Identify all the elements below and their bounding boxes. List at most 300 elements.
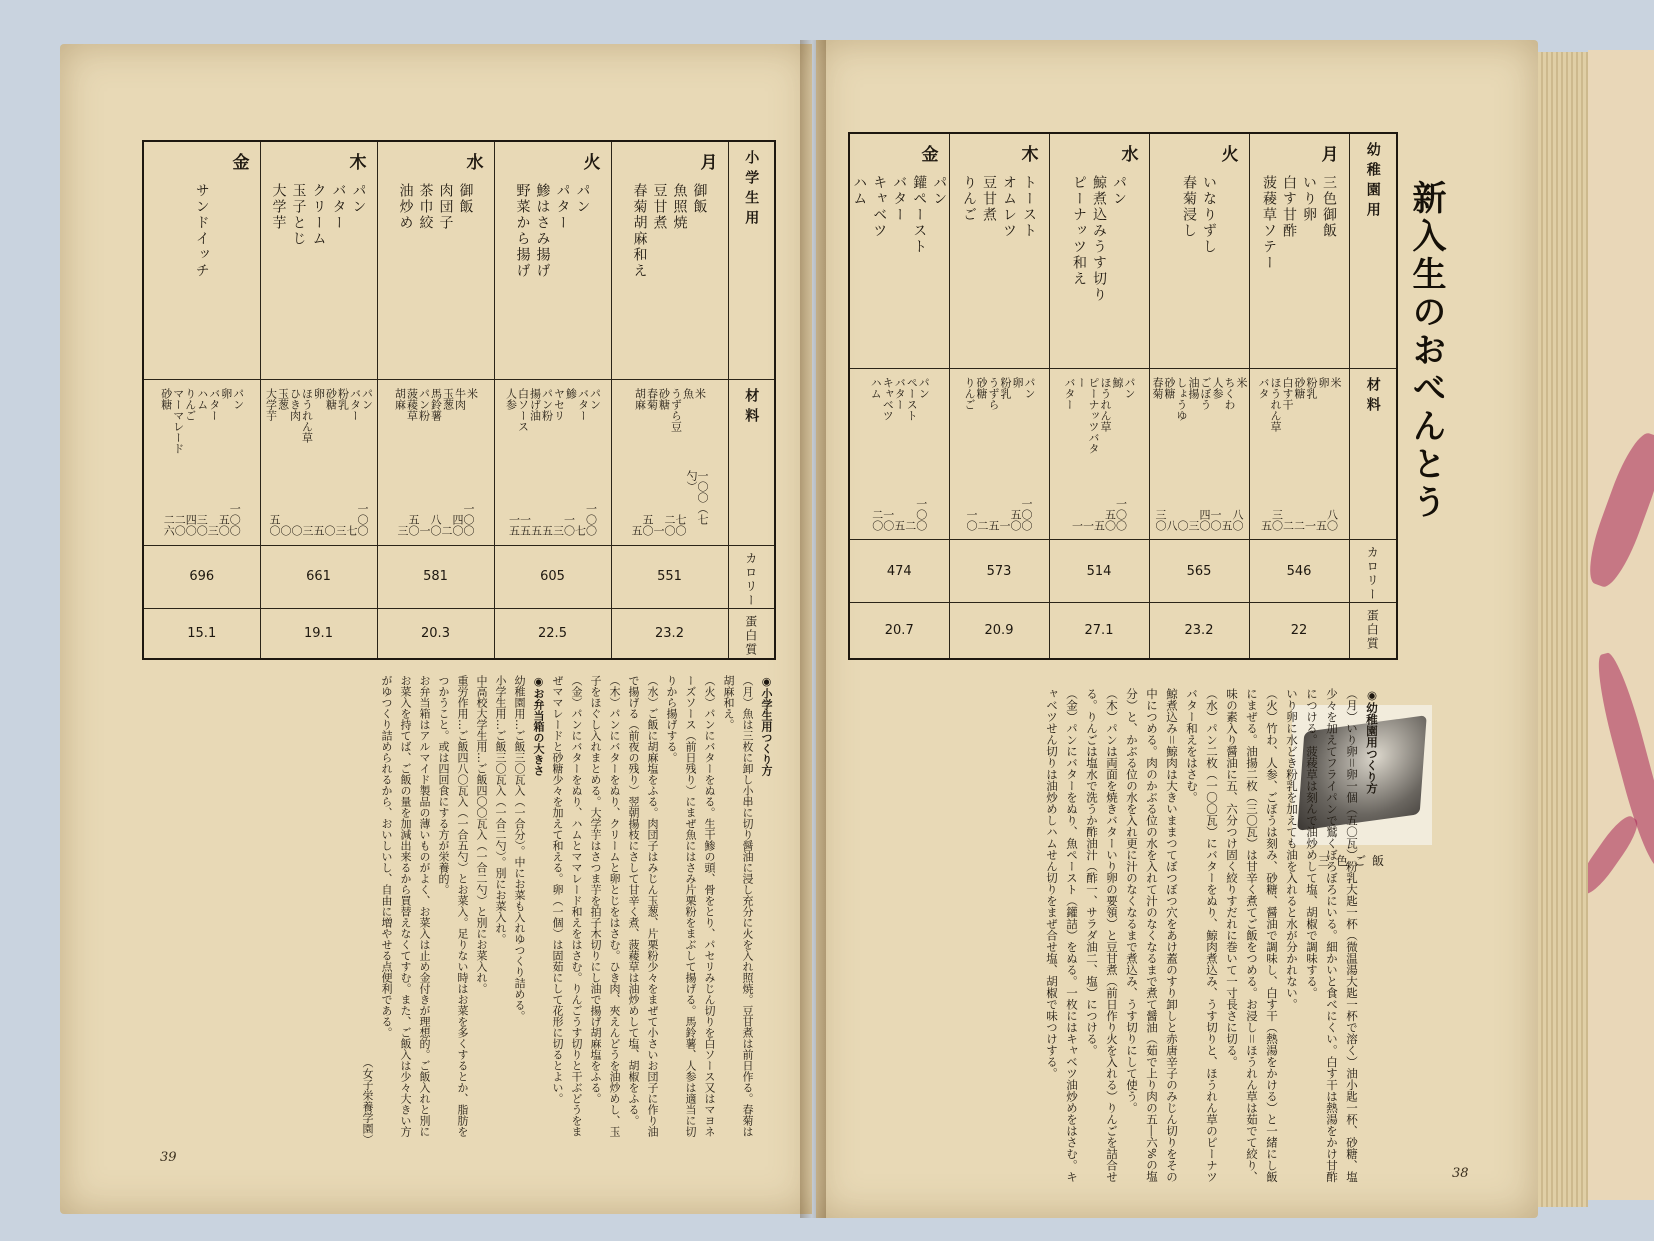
dish-item: パン [574,183,591,215]
quantity-item: 四〇 [451,513,464,536]
material-item: ひき肉 [288,387,302,421]
material-item: 粉乳 [336,387,350,410]
day-label: 金 [921,145,939,165]
page-edges [1538,52,1588,1207]
recipe-heading: ◉小学生用つくり方 [760,675,773,776]
table-header: 幼稚園用 [1364,142,1381,222]
quantity-item: 三〇 [195,513,209,536]
dish-item: パン [931,175,948,207]
material-item: ほうれん草 [300,387,314,443]
quantity-item: 二 [903,519,917,531]
quantity-item: 一 [1303,519,1317,531]
quantity-list [612,470,728,544]
dish-list [1250,165,1349,367]
quantity-item: 五 [892,519,906,531]
quantity-item: 一〇〇 [1020,497,1033,531]
dish-item: クリーム [310,183,327,247]
material-item: 砂糖 [1293,376,1306,399]
credit: （女子栄養学園） [361,1057,374,1145]
box-size-paragraph: 重労作用…ご飯四八〇瓦入（一合五勺）とお菜入。足りない時はお菜を多くするとか、脂肪をつかうこと。或は四回食にする方が栄養的。 [437,675,469,1137]
material-list [261,380,377,470]
quantity-item: 四〇 [1198,508,1211,531]
protein-value: 23.2 [611,609,728,659]
dish-item: 菠薐草ソテー [1261,175,1277,271]
dish-item: 御飯 [691,183,708,215]
dish-list [850,165,949,367]
quantity-item: 二〇 [870,508,884,531]
calorie-value: 514 [1049,540,1149,603]
quantity-item: 二 [1292,519,1306,531]
quantity-item: 三 [334,524,347,536]
quantity-item: 七 [573,524,587,536]
calorie-value: 565 [1149,540,1249,603]
calorie-value: 573 [949,540,1049,603]
material-list [850,369,949,463]
day-label: 火 [583,153,601,173]
material-item: ピーナッツバター [1075,376,1100,454]
dish-item: パン [1111,175,1127,207]
box-size-paragraph: お弁当箱はアルマイド製品の薄いものがよく、お菜入は止め金付きが理想的。ご飯入れと別にお菜入を持てば、ご飯の量を加減出来るから買替えなくてすむ。また、ご飯入は少々大きい方がゆつくり詰められるから、おいしいし、自由に増やせる点便利である。 [380,675,431,1137]
recipe-paragraph: （月）魚は三枚に卸し小串に切り醤油に浸し充分に火を入れ照焼。豆甘煮は前日作る。春菊は胡麻和え。 [722,675,754,1137]
material-item: バタ [1257,376,1270,399]
day-cell [1049,133,1149,368]
day-cell [611,141,728,379]
material-list [950,369,1049,463]
day-label: 水 [1121,145,1139,165]
protein-value: 23.2 [1149,603,1249,659]
material-item: 揚げ油 [528,387,542,421]
dish-list [378,173,494,377]
materials-cell [494,379,611,545]
material-item: 砂糖 [1163,376,1176,399]
day-label: 木 [1021,145,1039,165]
material-item: 魚 [681,387,695,399]
material-item: キャベツ [881,376,895,421]
recipe-paragraph: （木）パンにバターをぬり、クリームと卵とじをはさむ。ひき肉、夾えんどうを油炒めし、玉子をほぐし入れまとめる。大学芋はさつま芋を拍子木切りにし油で揚げ胡麻塩をふる。 [589,675,621,1137]
dish-item: バター [891,175,908,223]
table-header: 小学生用 [743,150,760,230]
material-item: 春菊 [645,387,659,410]
day-cell [143,141,260,379]
material-item: 米 [465,387,479,399]
recipe-paragraph: いり卵に水どき粉乳を加えても油を入れると水が分かれない。 [1285,688,1299,1010]
quantity-item: 一〇〇（七勺） [685,469,709,525]
protein-label: 蛋白質 [1365,609,1380,652]
dish-item: オムレツ [1001,175,1017,239]
materials-cell [260,379,377,545]
dish-item: 三色御飯 [1321,175,1337,239]
kindergarten-recipe-text [1042,688,1382,1183]
material-item: 鯵 [564,387,578,399]
materials-cell [1249,368,1349,539]
material-item: 人参 [504,387,518,410]
material-item: パン [1123,376,1136,399]
material-item: パン [231,387,245,410]
material-item: 牛肉 [453,387,467,410]
material-item: しょうゆ [1175,376,1188,421]
dish-item: 茶巾絞 [417,183,434,231]
day-cell [849,133,949,368]
quantity-item: 二〇 [173,513,187,536]
dish-item: 油炒め [397,183,414,231]
quantity-item: 五〇 [217,513,231,536]
dish-item: キャベツ [871,175,888,239]
protein-value: 20.7 [849,603,949,659]
dish-item: ハム [851,175,868,207]
quantity-item: 五 [1259,519,1273,531]
calorie-label-cell [1349,540,1397,603]
dish-list [144,173,260,377]
dish-item: バター [330,183,347,231]
material-item: パン粉 [540,387,554,421]
protein-label-cell [728,609,775,659]
dish-item: 春菊胡麻和え [631,183,648,279]
material-item: 砂糖 [324,387,338,410]
dish-item: 春菊浸し [1181,175,1197,239]
book-gutter [800,40,826,1218]
day-label: 金 [232,153,250,173]
quantity-item: 三〇 [1154,508,1167,531]
material-item: バター [207,387,221,421]
material-item: パン粉 [417,387,431,421]
material-item: 米 [693,387,707,399]
calorie-value: 605 [494,545,611,608]
quantity-item: 五 [1314,519,1328,531]
page-number-left: 39 [160,1150,177,1165]
page-title: 新入生のおべんとう [1406,180,1446,522]
material-item: 玉葱 [441,387,455,410]
next-page-edge [1588,50,1654,1200]
quantity-item: 一〇 [881,508,895,531]
dish-item: ピーナッツ和え [1071,175,1087,287]
dish-item: 玉子とじ [290,183,307,247]
material-list [495,380,611,470]
quantity-list [495,470,611,544]
quantity-item: 五〇 [407,513,420,536]
materials-label-cell [728,379,775,545]
day-label: 月 [700,153,718,173]
calorie-value: 546 [1249,540,1349,603]
material-item: 胡麻 [393,387,407,410]
dish-item: 魚照焼 [671,183,688,231]
dish-item: 鯵はさみ揚げ [534,183,551,279]
quantity-list [1050,462,1149,539]
quantity-item: 八〇 [1231,508,1244,531]
page-number-right: 38 [1452,1166,1469,1181]
dish-item: いなりずし [1201,175,1217,255]
elementary-recipe-text [358,675,776,1145]
dish-item: りんご [961,175,977,223]
materials-cell [611,379,728,545]
recipe-paragraph: （水）パン二枚（一〇〇瓦）にバターをぬり、鯨肉煮込み、うす切りと、ほうれん草のピーナツバター和えをはさむ。 [1185,688,1219,1183]
recipe-paragraph: （火）パンにバターをぬる。生干鯵の頭、骨をとり、パセリみじん切りを白ソース又はマヨネーズソース（前日残り）にまぜ魚にはさみ片栗粉をまぶして揚げる。馬鈴薯、人参は適当に切りから揚げする。 [665,675,716,1137]
material-item: バター [348,387,362,421]
material-item: 大学芋 [264,387,278,421]
recipe-paragraph: （水）ご飯に胡麻塩をふる。肉団子はみじん玉葱、片栗粉少々をまぜて小さいお団子に作り油で揚げる（前夜の残り）翌朝揚枝にさして甘辛く煮、菠薐草は油炒めして塩、胡椒をふる。 [627,675,659,1137]
material-item: ハム [869,376,883,399]
calorie-label-cell [728,545,775,608]
quantity-list [1250,462,1349,539]
quantity-item: 二 [976,519,989,531]
material-item: パン [588,387,602,410]
day-label: 火 [1221,145,1239,165]
dish-item: いり卵 [1301,175,1317,223]
day-label: 水 [466,153,484,173]
material-item: 卵 [312,387,326,399]
quantity-item: 二〇 [663,513,676,536]
material-item: 菠薐草 [405,387,419,421]
quantity-item: 五 [1220,519,1233,531]
material-item: 玉葱 [276,387,290,410]
material-item: ほうれん草 [1269,376,1282,432]
dish-list [1150,165,1249,367]
calorie-label: カロリー [1365,546,1380,603]
quantity-item: 五 [987,519,1000,531]
quantity-item: 一五 [507,513,521,536]
calorie-label: カロリー [743,551,758,608]
quantity-item: 一〇〇 [462,502,475,536]
material-item: 砂糖 [975,376,988,399]
recipe-paragraph: （月）いり卵＝卵一個（五〇瓦）粉乳大匙一杯（微温湯大匙一杯で溶く）油小匙一杯、砂糖、塩少々を加えてフライパンで鷲くぼろぼろにいる。細かいと食べにくい。白す干は熱湯をかけ甘酢につける。菠薐草は刻んで油炒めして塩、胡椒で調味する。 [1305,688,1359,1183]
material-item: 米 [1329,376,1342,388]
quantity-item: 一〇 [1209,508,1222,531]
quantity-item: 五 [540,524,554,536]
dish-list [950,165,1049,367]
quantity-item: 一〇〇 [228,502,242,536]
calorie-value: 696 [143,545,260,608]
quantity-item: 三 [301,524,314,536]
quantity-list [1150,462,1249,539]
protein-value: 20.9 [949,603,1049,659]
materials-cell [1149,368,1249,539]
material-item: うずら豆 [669,387,683,432]
materials-cell [377,379,494,545]
material-item: 鯨 [1111,376,1124,388]
protein-value: 20.3 [377,609,494,659]
quantity-item: 五〇 [1009,508,1022,531]
day-label: 木 [349,153,367,173]
material-list [378,380,494,470]
material-item: りんご [183,387,197,421]
quantity-item: 三 [206,524,220,536]
day-cell [949,133,1049,368]
material-item: パン [1023,376,1036,399]
quantity-item: 二六 [162,513,176,536]
quantity-item: 五 [630,524,643,536]
material-item: ごぼう [1199,376,1212,410]
table-header-cell [728,141,775,379]
quantity-item: 五 [312,524,325,536]
dish-item: 豆甘煮 [651,183,668,231]
material-item: うずら [987,376,1000,410]
material-item: 粉乳 [999,376,1012,399]
material-item: 卵 [1317,376,1330,388]
dish-item: 大学芋 [270,183,287,231]
dish-item: パター [554,183,571,231]
material-list [144,380,260,470]
quantity-list [378,470,494,544]
material-item: 卵 [1011,376,1024,388]
material-item: 砂糖 [657,387,671,410]
day-cell [260,141,377,379]
material-item: パン [917,376,931,399]
calorie-value: 581 [377,545,494,608]
dish-list [1050,165,1149,367]
material-item: 白す干 [1281,376,1294,410]
recipe-heading: ◉幼稚園用つくり方 [1365,688,1379,794]
day-cell [377,141,494,379]
material-list [1050,369,1149,463]
quantity-list [950,462,1049,539]
quantity-item: 八 [1165,519,1178,531]
quantity-list [261,470,377,544]
elementary-menu-table [142,140,776,660]
quantity-item: 一〇〇 [584,502,598,536]
material-item: 米 [1235,376,1248,388]
quantity-item: 〇 [279,524,292,536]
dish-item: 鑵ペースト [911,175,928,255]
quantity-list [850,462,949,539]
dish-item: トースト [1021,175,1037,239]
day-cell [1149,133,1249,368]
dish-item: 野菜から揚げ [514,183,531,279]
material-item: ハム [195,387,209,410]
calorie-value: 661 [260,545,377,608]
protein-label: 蛋白質 [743,615,758,658]
calorie-value: 474 [849,540,949,603]
box-size-paragraph: 小学生用…ご飯三〇瓦入（一合二勺）。別にお菜入れ。 [494,675,507,945]
kindergarten-menu-table [848,132,1398,660]
quantity-item: 二 [1281,519,1295,531]
table-header-cell [1349,133,1397,368]
quantity-item: 一〇〇 [914,497,928,531]
quantity-item: 五 [1092,519,1106,531]
quantity-item: 五〇 [268,513,281,536]
materials-cell [849,368,949,539]
recipe-paragraph: （木）パンは両面を焼きバターいり卵の要領）と豆甘煮（前日作り火を入れる）りんごを詰合せる。りんごは塩水で洗うか酢油汁（酢一、サラダ油二、塩）につける。 [1085,688,1119,1183]
photo-caption: 三色ご飯 [1318,854,1391,868]
quantity-item: 二 [440,524,453,536]
materials-label-cell [1349,368,1397,539]
material-item: バター [576,387,590,421]
protein-value: 22.5 [494,609,611,659]
quantity-item: 一〇 [562,513,576,536]
quantity-item: 〇 [323,524,336,536]
dish-item: 肉団子 [437,183,454,231]
material-item: 砂糖 [159,387,173,410]
quantity-item: 〇 [290,524,303,536]
material-item: 胡麻 [633,387,647,410]
box-size-paragraph: 幼稚園用…ご飯三〇瓦入（一合分）。中にお菜も入れゆつくり詰める。 [513,675,526,1022]
protein-value: 19.1 [260,609,377,659]
dish-list [261,173,377,377]
dish-item: 白す甘酢 [1281,175,1297,239]
material-item: ほうれん草 [1099,376,1112,432]
material-item: ちくわ [1223,376,1236,410]
materials-cell [1049,368,1149,539]
protein-label-cell [1349,603,1397,659]
dish-item: 御飯 [457,183,474,215]
dish-list [495,173,611,377]
recipe-paragraph: （金）パンにバターをぬり、魚ペースト（鑵詰）をぬる。一枚にはキャベツ油炒めをはさむ。キャベツせん切りは油炒めしハムせん切りをまぜ合せ塩、胡椒で味つけする。 [1045,688,1079,1183]
recipe-paragraph: （金）パンにバターをぬり、ハムとママレード和えをはさむ。りんごうす切りと干ぶどうをまぜママレードと砂糖少々を加えて和える。卵（一個）は固茹にして花形に切るとよい。 [551,675,583,1137]
day-label: 月 [1321,145,1339,165]
materials-label: 材料 [1364,376,1381,417]
quantity-item: 三 [1187,519,1200,531]
quantity-item: 三〇 [1270,508,1284,531]
quantity-item: 一五 [518,513,532,536]
quantity-item: 一 [652,524,665,536]
protein-value: 27.1 [1049,603,1149,659]
material-list [612,380,728,470]
quantity-list [144,470,260,544]
dish-item: 鯨煮込みうす切り [1091,175,1107,303]
quantity-item: 一〇〇 [356,502,369,536]
protein-value: 22 [1249,603,1349,659]
quantity-item: 五 [529,524,543,536]
quantity-item: 一〇〇 [1114,497,1128,531]
day-cell [494,141,611,379]
materials-label: 材料 [743,387,760,428]
box-size-heading: ◉お弁当箱の大きさ [532,675,545,776]
protein-value: 15.1 [143,609,260,659]
quantity-item: 八〇 [1325,508,1339,531]
dish-list [612,173,728,377]
material-list [1250,369,1349,463]
box-size-paragraph: 中高校大学生用…ご飯四〇〇瓦入（一合二勺）と別にお菜入れ。 [475,675,488,994]
materials-cell [143,379,260,545]
quantity-item: 一〇 [965,508,978,531]
quantity-item: 五〇 [1103,508,1117,531]
material-item: 春菊 [1151,376,1164,399]
recipe-paragraph: 鯨煮込み＝鯨肉は大きいままつてぼつぼつ穴をあけ蓋のすり卸しと赤唐辛子のみじん切りをその中につめる。肉のかぶる位の水を入れて汁のなくなるまで煮て醤油（茹で上り肉の五―六%の塩分）と、かぶる位の水を入れ更に汁のなくなるまで煮込み、うす切りにして使う。 [1125,688,1179,1183]
material-item: ペースト [905,376,919,421]
material-item: 白ソース [516,387,530,432]
dish-item: 豆甘煮 [981,175,997,223]
quantity-item: 三 [551,524,565,536]
quantity-item: 〇 [1176,519,1189,531]
quantity-item: 七 [345,524,358,536]
recipe-paragraph: （火）竹わ、人参、ごぼうは刻み、砂糖、醤油で調味し、白す干（熱湯をかける）と一緒にし飯にまぜる。油揚二枚（三〇瓦）は甘辛く煮てご飯をつめる。お浸し＝ほうれん草は茹でて絞り、味の素入り醤油に五、六分つけ固く絞りすだれに巻いて一寸長さに切る。 [1225,688,1279,1183]
material-item: りんご [963,376,976,410]
dish-item: パン [350,183,367,215]
material-item: マーマレード [171,387,185,454]
quantity-item: 八〇 [429,513,442,536]
quantity-item: 一 [418,524,431,536]
quantity-item: 五〇 [641,513,654,536]
material-item: 馬鈴薯 [429,387,443,421]
quantity-item: 七〇 [674,513,687,536]
quantity-item: 一 [998,519,1011,531]
material-list [1150,369,1249,463]
dish-item: サンドイッチ [193,183,210,279]
calorie-value: 551 [611,545,728,608]
material-item: パン [360,387,374,410]
quantity-item: 一 [1070,519,1084,531]
material-item: ヤセリ [552,387,566,421]
material-item: 人参 [1211,376,1224,399]
material-item: 粉乳 [1305,376,1318,399]
material-item: 油揚 [1187,376,1200,399]
materials-cell [949,368,1049,539]
material-item: バター [893,376,907,410]
quantity-item: 一 [1081,519,1095,531]
quantity-item: 三 [396,524,409,536]
quantity-item: 四〇 [184,513,198,536]
material-item: バター [1063,376,1076,410]
material-item: 卵 [219,387,233,399]
day-cell [1249,133,1349,368]
